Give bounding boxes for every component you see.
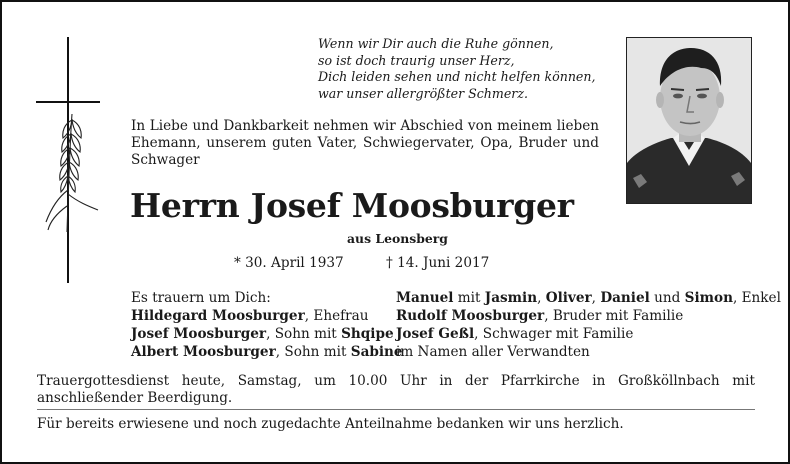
service-announcement: Trauergottesdienst heute, Samstag, um 10.00 Uhr in der Pfarrkirche in Großköllnbach mit anschließender Beerdigung.: [37, 373, 755, 406]
mourner-line: [131, 307, 403, 325]
grandchild-name: Jasmin: [484, 290, 538, 306]
connector-text: , Enkel: [732, 290, 781, 306]
mourner-partner: Shqipe: [341, 326, 394, 342]
mourner-name: Rudolf Moosburger: [396, 308, 545, 324]
intro-text: In Liebe und Dankbarkeit nehmen wir Abschied von meinem lieben Ehemann, unserem guten Vater, Schwiegervater, Opa, Bruder und Schwager: [131, 118, 599, 168]
mourner-name: Hildegard Moosburger: [131, 308, 305, 324]
mourner-name: Albert Moosburger: [131, 344, 276, 360]
mourner-line: [131, 325, 403, 343]
mourner-line: [131, 343, 403, 361]
portrait-photo: [626, 37, 752, 204]
mourner-relation: , Sohn mit: [266, 326, 342, 342]
connector-text: ,: [591, 290, 601, 306]
grandchild-name: Manuel: [396, 290, 454, 306]
origin-line: [0, 231, 540, 246]
mourner-relation: , Sohn mit: [275, 344, 351, 360]
deceased-origin: aus Leonsberg: [347, 231, 448, 246]
connector-text: mit: [453, 290, 485, 306]
poem-line: Wenn wir Dir auch die Ruhe gönnen,: [318, 36, 554, 51]
death-date: † 14. Juni 2017: [386, 255, 490, 271]
mourner-relation: , Ehefrau: [304, 308, 369, 324]
grandchild-name: Simon: [684, 290, 733, 306]
mourner-line: [396, 325, 781, 343]
mourner-relation: , Bruder mit Familie: [544, 308, 684, 324]
thanks-text: Für bereits erwiesene und noch zugedachte Anteilnahme bedanken wir uns herzlich.: [37, 416, 624, 432]
mourner-partner: Sabine: [350, 344, 403, 360]
grandchild-name: Oliver: [545, 290, 592, 306]
mourners-left: [131, 289, 403, 361]
poem-line: so ist doch traurig unser Herz,: [318, 52, 515, 68]
mourner-name: Josef Geßl: [396, 326, 475, 342]
poem-line: Dich leiden sehen und nicht helfen können,: [318, 69, 596, 84]
poem: [318, 36, 618, 102]
mourner-relation: , Schwager mit Familie: [474, 326, 634, 342]
mourner-name: Josef Moosburger: [131, 326, 267, 342]
relatives-line: im Namen aller Verwandten: [396, 344, 590, 360]
connector-text: und: [649, 290, 685, 306]
divider: [37, 409, 755, 410]
poem-line: war unser allergrößter Schmerz.: [318, 85, 528, 101]
grandchild-name: Daniel: [600, 290, 650, 306]
connector-text: ,: [537, 290, 546, 306]
wheat-ear-icon: [42, 110, 102, 235]
mourner-line: [396, 307, 781, 325]
grandchildren-line: [396, 289, 781, 307]
birth-date: * 30. April 1937: [234, 255, 344, 271]
mourners-right: [396, 289, 781, 361]
cross-horizontal-bar: [36, 101, 100, 103]
mourners-heading: Es trauern um Dich:: [131, 290, 271, 306]
deceased-name: Herrn Josef Moosburger: [130, 186, 574, 225]
